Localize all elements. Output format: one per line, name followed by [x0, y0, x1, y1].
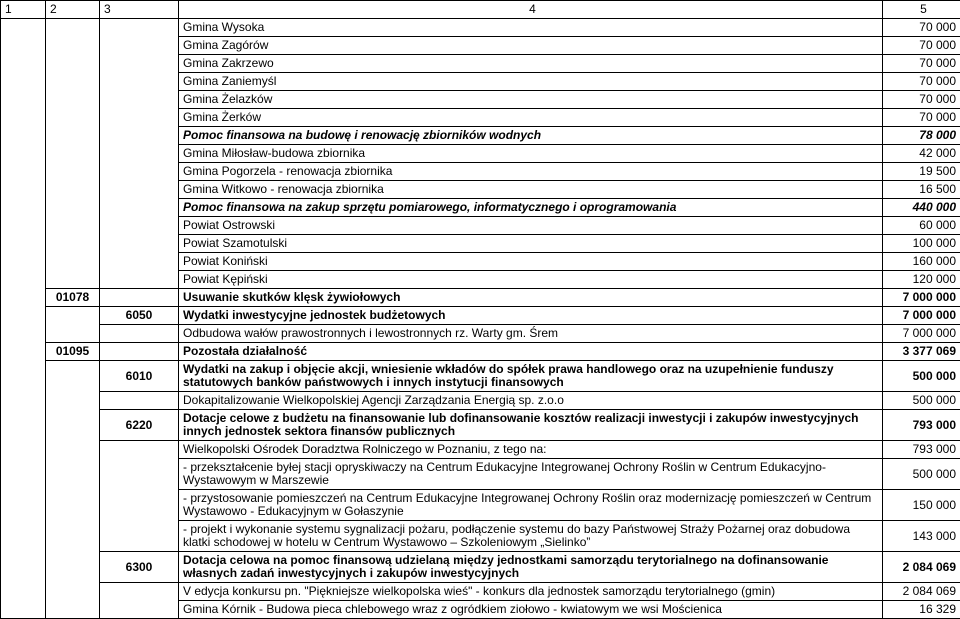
row-text: V edycja konkursu pn. "Piękniejsze wielkopolska wieś" - konkurs dla jednostek samorządu terytorialnego (gmin) [179, 583, 883, 601]
table-row [1, 441, 960, 459]
row-amount: 7 000 000 [883, 289, 960, 307]
row-text: Powiat Ostrowski [179, 217, 883, 235]
row-amount: 70 000 [883, 37, 960, 55]
header-col-5: 5 [883, 1, 960, 19]
row-amount: 60 000 [883, 217, 960, 235]
row-text: Gmina Zaniemyśl [179, 73, 883, 91]
section-code: 01095 [46, 343, 100, 361]
row-amount: 793 000 [883, 410, 960, 441]
row-text: Wielkopolski Ośrodek Doradztwa Rolniczego w Poznaniu, z tego na: [179, 441, 883, 459]
table-row [1, 343, 960, 361]
row-amount: 70 000 [883, 109, 960, 127]
row-text: Gmina Pogorzela - renowacja zbiornika [179, 163, 883, 181]
paragraph-code: 6220 [100, 410, 179, 441]
row-text: Pozostała działalność [179, 343, 883, 361]
row-amount: 42 000 [883, 145, 960, 163]
row-text: Gmina Zagórów [179, 37, 883, 55]
row-text: Usuwanie skutków klęsk żywiołowych [179, 289, 883, 307]
row-text: Gmina Żelazków [179, 91, 883, 109]
row-text: - przekształcenie byłej stacji opryskiwaczy na Centrum Edukacyjne Integrowanej Ochrony Roślin w Centrum Edukacyjno-Wystawowym w Marszewie [179, 459, 883, 490]
row-text: Gmina Wysoka [179, 19, 883, 37]
row-amount: 78 000 [883, 127, 960, 145]
row-amount: 2 084 069 [883, 583, 960, 601]
row-amount: 500 000 [883, 392, 960, 410]
row-text: Wydatki na zakup i objęcie akcji, wniesienie wkładów do spółek prawa handlowego oraz na uzupełnienie funduszy statutowych banków państwowych i innych instytucji finansowych [179, 361, 883, 392]
col3-cell [100, 325, 179, 343]
row-amount: 440 000 [883, 199, 960, 217]
row-text: Gmina Kórnik - Budowa pieca chlebowego wraz z ogródkiem ziołowo - kwiatowym we wsi Mościenica [179, 601, 883, 619]
row-amount: 143 000 [883, 521, 960, 552]
header-col-3: 3 [100, 1, 179, 19]
col2-cell [46, 307, 100, 343]
row-text: - projekt i wykonanie systemu sygnalizacji pożaru, podłączenie systemu do bazy Państwowej Straży Pożarnej oraz dobudowa klatki schodowej w hotelu w Centrum Wystawowo – Szkoleniowym „Sielinko” [179, 521, 883, 552]
row-text: Gmina Żerków [179, 109, 883, 127]
row-amount: 7 000 000 [883, 325, 960, 343]
paragraph-code: 6300 [100, 552, 179, 583]
row-text: Powiat Koniński [179, 253, 883, 271]
header-col-2: 2 [46, 1, 100, 19]
row-amount: 500 000 [883, 361, 960, 392]
row-amount: 7 000 000 [883, 307, 960, 325]
header-row [1, 1, 960, 19]
row-amount: 19 500 [883, 163, 960, 181]
row-amount: 16 500 [883, 181, 960, 199]
row-text: Pomoc finansowa na zakup sprzętu pomiarowego, informatycznego i oprogramowania [179, 199, 883, 217]
section-code: 01078 [46, 289, 100, 307]
row-amount: 150 000 [883, 490, 960, 521]
row-text: Powiat Kępiński [179, 271, 883, 289]
table-row [1, 289, 960, 307]
row-text: - przystosowanie pomieszczeń na Centrum Edukacyjne Integrowanej Ochrony Roślin oraz modernizację pomieszczeń w Centrum Wystawowo - Edukacyjnym w Gołaszynie [179, 490, 883, 521]
row-amount: 16 329 [883, 601, 960, 619]
row-text: Wydatki inwestycyjne jednostek budżetowych [179, 307, 883, 325]
row-amount: 500 000 [883, 459, 960, 490]
table-row [1, 552, 960, 583]
row-text: Odbudowa wałów prawostronnych i lewostronnych rz. Warty gm. Śrem [179, 325, 883, 343]
col2-cell [46, 361, 100, 619]
row-amount: 793 000 [883, 441, 960, 459]
header-col-1: 1 [1, 1, 46, 19]
row-text: Gmina Miłosław-budowa zbiornika [179, 145, 883, 163]
table-row [1, 325, 960, 343]
row-amount: 3 377 069 [883, 343, 960, 361]
col1-cell [1, 19, 46, 619]
row-amount: 70 000 [883, 19, 960, 37]
col3-cell [100, 343, 179, 361]
table-row [1, 392, 960, 410]
paragraph-code: 6050 [100, 307, 179, 325]
row-text: Powiat Szamotulski [179, 235, 883, 253]
table-row [1, 19, 960, 37]
row-amount: 160 000 [883, 253, 960, 271]
table-row [1, 361, 960, 392]
row-amount: 70 000 [883, 73, 960, 91]
row-amount: 120 000 [883, 271, 960, 289]
col2-cell [46, 19, 100, 289]
col3-cell [100, 583, 179, 619]
row-text: Gmina Witkowo - renowacja zbiornika [179, 181, 883, 199]
row-amount: 2 084 069 [883, 552, 960, 583]
col3-cell [100, 392, 179, 410]
table-row [1, 583, 960, 601]
row-amount: 70 000 [883, 91, 960, 109]
row-amount: 100 000 [883, 235, 960, 253]
table-row [1, 307, 960, 325]
col3-cell [100, 441, 179, 552]
row-text: Dotacje celowe z budżetu na finansowanie lub dofinansowanie kosztów realizacji inwestycji i zakupów inwestycyjnych innych jednostek sektora finansów publicznych [179, 410, 883, 441]
header-col-4: 4 [179, 1, 883, 19]
col3-cell [100, 19, 179, 289]
row-amount: 70 000 [883, 55, 960, 73]
table-row [1, 410, 960, 441]
col3-cell [100, 289, 179, 307]
row-text: Dotacja celowa na pomoc finansową udzielaną między jednostkami samorządu terytorialnego na dofinansowanie własnych zadań inwestycyjnych i zakupów inwestycyjnych [179, 552, 883, 583]
row-text: Gmina Zakrzewo [179, 55, 883, 73]
row-text: Dokapitalizowanie Wielkopolskiej Agencji Zarządzania Energią sp. z.o.o [179, 392, 883, 410]
row-text: Pomoc finansowa na budowę i renowację zbiorników wodnych [179, 127, 883, 145]
paragraph-code: 6010 [100, 361, 179, 392]
